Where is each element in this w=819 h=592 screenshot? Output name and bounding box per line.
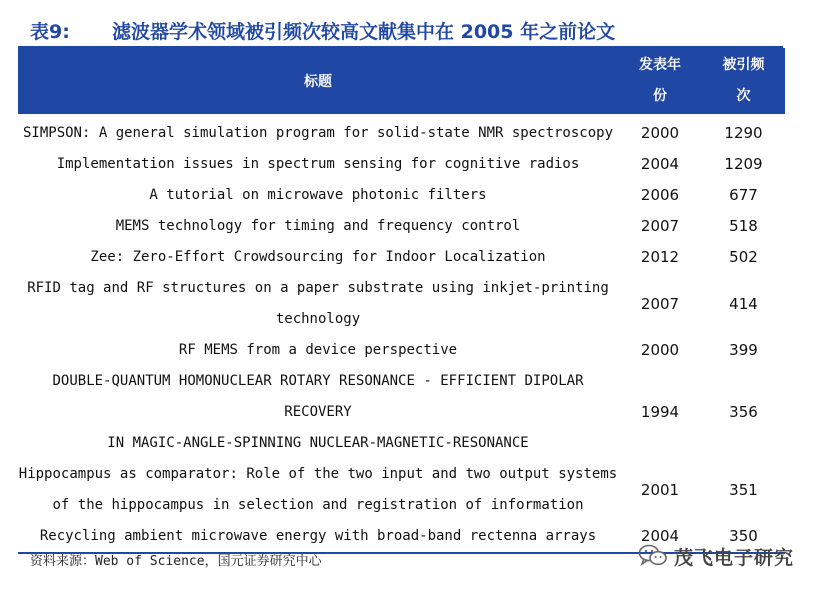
paper-title-line: Zee: Zero-Effort Crowdsourcing for Indoor Localization <box>90 249 546 265</box>
paper-title-line: Recycling ambient microwave energy with broad-band rectenna arrays <box>39 528 597 544</box>
citations-cell: 677 <box>729 186 758 204</box>
header-title: 标题 <box>18 48 618 114</box>
citations-cell: 1290 <box>724 124 763 142</box>
paper-title-line: RF MEMS from a device perspective <box>178 342 458 358</box>
citations-table <box>18 48 785 554</box>
watermark <box>638 540 794 572</box>
source-note: 资料来源：Web of Science，国元证券研究中心 <box>30 554 322 569</box>
watermark-text: 茂飞电子研究 <box>674 546 795 569</box>
citations-cell: 414 <box>729 294 758 313</box>
table-row <box>18 335 785 366</box>
paper-title-line: of the hippocampus in selection and registration of information <box>52 497 584 513</box>
year-cell: 2001 <box>640 480 680 499</box>
header-year: 发表年 份 <box>618 48 702 114</box>
year-cell: 1994 <box>640 403 680 421</box>
paper-title-line: DOUBLE-QUANTUM HOMONUCLEAR ROTARY RESONANCE - EFFICIENT DIPOLAR RECOVERY <box>52 373 584 420</box>
table-number: 表9: <box>30 21 70 43</box>
table-row <box>18 459 785 521</box>
citations-cell: 502 <box>729 248 758 266</box>
citations-cell: 356 <box>729 403 758 421</box>
header-citations: 被引频 次 <box>702 48 785 114</box>
table-row <box>18 114 785 149</box>
paper-title-cell <box>18 242 618 273</box>
paper-title-line: RFID tag and RF structures on a paper substrate using inkjet-printing <box>27 280 609 296</box>
paper-title-cell <box>18 335 618 366</box>
year-cell: 2000 <box>640 124 680 142</box>
citations-cell: 351 <box>729 480 758 499</box>
paper-title-line: A tutorial on microwave photonic filters <box>149 187 487 203</box>
year-cell: 2012 <box>640 248 680 266</box>
paper-title-line: technology <box>275 311 361 327</box>
paper-title-cell <box>18 521 618 553</box>
paper-title-line: MEMS technology for timing and frequency control <box>115 218 521 234</box>
citations-cell: 1209 <box>724 155 763 173</box>
table-row <box>18 242 785 273</box>
year-cell: 2007 <box>640 294 680 313</box>
table-title-text: 滤波器学术领域被引频次较高文献集中在 2005 年之前论文 <box>112 21 616 43</box>
paper-title-line: IN MAGIC-ANGLE-SPINNING NUCLEAR-MAGNETIC-RESONANCE <box>107 435 529 451</box>
paper-title-cell <box>18 180 618 211</box>
paper-title-cell <box>18 114 618 149</box>
citations-cell: 350 <box>729 527 758 545</box>
table-row <box>18 180 785 211</box>
paper-title-cell <box>18 273 618 335</box>
table-row <box>18 273 785 335</box>
table-row <box>18 211 785 242</box>
paper-title-cell <box>18 366 618 459</box>
paper-title-line: Implementation issues in spectrum sensing for cognitive radios <box>56 156 580 172</box>
citations-cell: 399 <box>729 341 758 359</box>
table-row <box>18 366 785 459</box>
paper-title-line: SIMPSON: A general simulation program for solid-state NMR spectroscopy <box>22 125 613 141</box>
year-cell: 2007 <box>640 217 680 235</box>
year-cell: 2000 <box>640 341 680 359</box>
paper-title-line: Hippocampus as comparator: Role of the two input and two output systems <box>18 466 618 482</box>
paper-title-cell <box>18 211 618 242</box>
year-cell: 2004 <box>640 155 680 173</box>
paper-title-cell <box>18 149 618 180</box>
table-header-row <box>18 48 785 114</box>
table-title <box>30 18 789 46</box>
paper-title-cell <box>18 459 618 521</box>
wechat-icon <box>638 543 668 569</box>
table-row <box>18 149 785 180</box>
year-cell: 2004 <box>640 527 680 545</box>
year-cell: 2006 <box>640 186 680 204</box>
citations-cell: 518 <box>729 217 758 235</box>
